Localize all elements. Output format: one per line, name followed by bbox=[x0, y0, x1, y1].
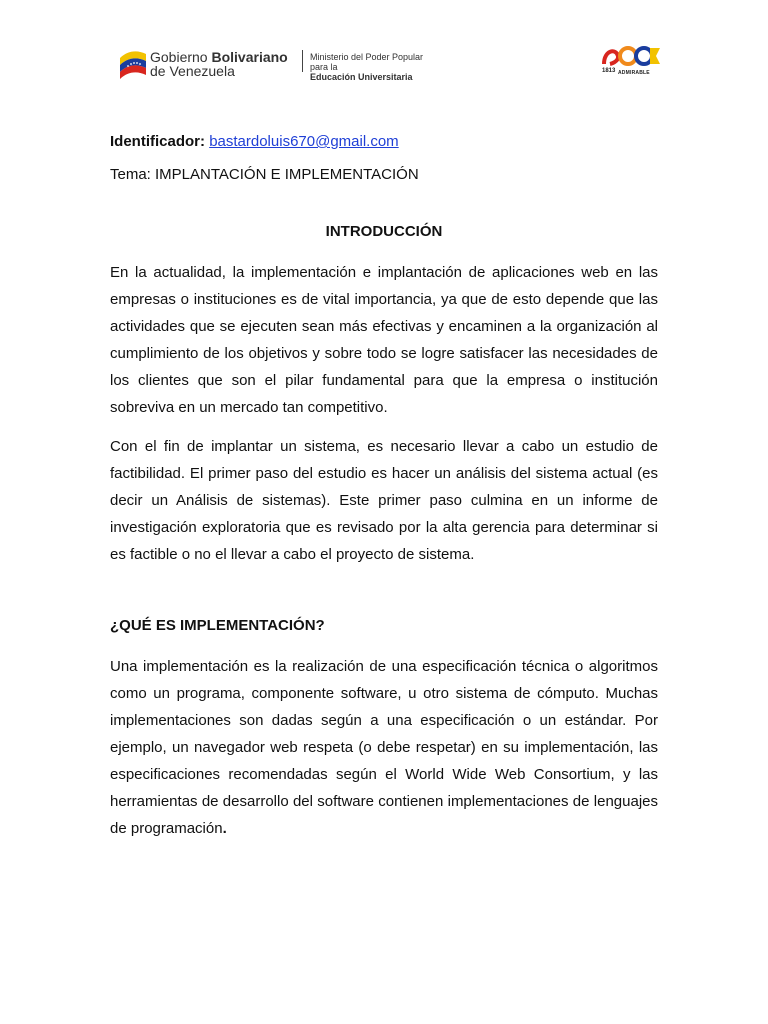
identifier-label: Identificador: bbox=[110, 133, 206, 150]
emblem-year: 1813 bbox=[602, 68, 616, 74]
header-divider bbox=[302, 50, 303, 72]
introduction-paragraph-2: Con el fin de implantar un sistema, es necesario llevar a cabo un estudio de factibilidad. El primer paso del estudio es hacer un análisis del sistema actual (es decir un Análisis de sistemas). Este primer paso culmina en un informe de investigación exploratoria que es revisado por la alta gerencia para determinar si es factible o no el llevar a cabo el proyecto de sistema. bbox=[110, 438, 658, 563]
topic-line: Tema: IMPLANTACIÓN E IMPLEMENTACIÓN bbox=[110, 166, 419, 183]
emblem-tagline: ADMIRABLE bbox=[618, 70, 650, 76]
implementation-heading: ¿QUÉ ES IMPLEMENTACIÓN? bbox=[110, 617, 325, 634]
introduction-heading: INTRODUCCIÓN bbox=[325, 223, 443, 240]
introduction-paragraph-1: En la actualidad, la implementación e implantación de aplicaciones web en las empresas o instituciones es de vital importancia, ya que de esto depende que las actividades que se ejecuten sean más efectivas y encaminen a la organización al cumplimiento de los objetivos y sobre todo se logre satisfacer las necesidades de los clientes que son el pilar fundamental para que la empresa o institución sobreviva en un mercado tan competitivo. bbox=[110, 264, 658, 416]
bicentennial-emblem bbox=[600, 44, 662, 80]
emblem-graphic-icon bbox=[600, 44, 662, 68]
government-logo bbox=[118, 48, 300, 82]
ministry-name: Ministerio del Poder Popular para la Educación Universitaria bbox=[310, 52, 424, 82]
implementation-paragraph-period: . bbox=[222, 820, 227, 837]
implementation-paragraph-text: Una implementación es la realización de una especificación técnica o algoritmos como un programa, componente software, u otro sistema de cómputo. Muchas implementaciones son dadas según a una especificación o un estándar. Por ejemplo, un navegador web respeta (o debe respetar) en su implementación, las especificaciones recomendadas según el World Wide Web Consortium, y las herramientas de desarrollo del software contienen implementaciones de lenguajes de programación bbox=[110, 658, 658, 837]
identifier-line bbox=[110, 128, 658, 155]
implementation-paragraph bbox=[110, 653, 658, 842]
government-name: Gobierno Bolivariano de Venezuela bbox=[150, 49, 288, 79]
venezuela-flag-icon bbox=[118, 48, 148, 80]
document-body bbox=[110, 128, 658, 842]
identifier-email-link[interactable]: bastardoluis670@gmail.com bbox=[209, 133, 399, 150]
page-header bbox=[0, 40, 768, 88]
